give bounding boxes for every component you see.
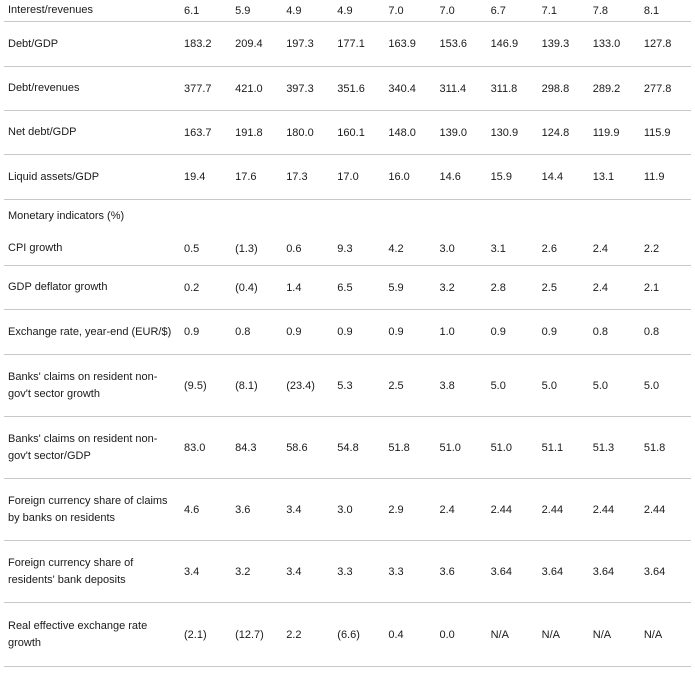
table-cell: 0.0 — [439, 628, 455, 641]
row-values — [180, 5, 691, 17]
table-cell: 191.8 — [235, 126, 263, 139]
table-cell: 3.4 — [286, 565, 302, 578]
table-cell: 14.4 — [541, 171, 564, 183]
row-label: Debt/revenues — [8, 82, 80, 94]
table-cell: 84.3 — [235, 441, 257, 454]
table-cell: 5.3 — [337, 379, 353, 392]
indicators-table — [4, 0, 691, 667]
table-cell: 163.7 — [184, 126, 212, 139]
table-cell: 0.9 — [541, 326, 557, 338]
table-cell: (6.6) — [337, 628, 360, 641]
table-cell: 4.6 — [184, 503, 200, 516]
table-cell: 119.9 — [592, 126, 620, 139]
section-header-row — [4, 200, 691, 232]
table-cell: 3.4 — [286, 503, 302, 516]
table-row — [4, 0, 691, 22]
table-cell: 7.8 — [592, 4, 609, 17]
table-cell: 377.7 — [184, 82, 212, 95]
table-cell: 51.0 — [439, 441, 461, 454]
table-cell: 4.2 — [388, 242, 404, 255]
table-cell: 180.0 — [286, 126, 314, 139]
table-cell: (1.3) — [235, 242, 258, 255]
table-cell: (0.4) — [235, 281, 258, 294]
row-label: GDP deflator growth — [8, 281, 108, 293]
table-cell: 163.9 — [388, 38, 416, 50]
table-cell: 5.0 — [490, 379, 506, 392]
table-cell: 51.3 — [592, 441, 615, 454]
row-values — [180, 38, 691, 50]
table-row — [4, 266, 691, 310]
table-cell: 51.8 — [643, 441, 666, 454]
table-cell: 421.0 — [235, 82, 263, 95]
table-cell: 0.9 — [388, 326, 404, 338]
table-cell: 3.64 — [643, 565, 666, 578]
table-cell: 2.4 — [439, 503, 455, 516]
row-values — [180, 380, 691, 392]
table-row — [4, 67, 691, 111]
table-row — [4, 603, 691, 667]
table-cell: 9.3 — [337, 242, 353, 255]
row-values — [180, 504, 691, 516]
table-row — [4, 22, 691, 67]
table-cell: 15.9 — [490, 171, 512, 183]
row-values — [180, 442, 691, 454]
table-cell: 3.64 — [541, 565, 564, 578]
table-cell: 14.6 — [439, 171, 461, 183]
table-cell: 2.4 — [592, 281, 609, 294]
table-cell: (23.4) — [286, 379, 315, 392]
table-cell: 5.0 — [592, 379, 609, 392]
table-cell: 0.8 — [643, 326, 660, 338]
table-cell: 0.5 — [184, 242, 200, 255]
row-values — [180, 127, 691, 139]
table-cell: 160.1 — [337, 126, 365, 139]
table-row — [4, 417, 691, 479]
table-cell: N/A — [541, 628, 560, 641]
table-cell: 6.7 — [490, 4, 506, 17]
table-cell: 2.5 — [541, 281, 557, 294]
row-label: Foreign currency share of residents' bank deposits — [8, 556, 134, 586]
table-cell: 183.2 — [184, 38, 212, 50]
table-cell: 139.3 — [541, 38, 570, 50]
row-label: Net debt/GDP — [8, 126, 77, 138]
table-cell: 51.1 — [541, 441, 564, 454]
table-cell: 2.1 — [643, 281, 660, 294]
row-label: Exchange rate, year-end (EUR/$) — [8, 325, 172, 338]
table-cell: 139.0 — [439, 126, 467, 139]
table-row — [4, 232, 691, 266]
table-cell: 4.9 — [286, 4, 302, 17]
table-cell: 3.6 — [439, 565, 455, 578]
table-cell: 1.0 — [439, 326, 455, 338]
table-cell: 54.8 — [337, 441, 359, 454]
table-cell: 19.4 — [184, 171, 206, 183]
table-cell: 3.2 — [439, 281, 455, 294]
table-cell: 2.44 — [592, 503, 615, 516]
table-cell: 7.0 — [439, 4, 455, 17]
table-cell: 7.0 — [388, 4, 404, 17]
table-cell: 5.0 — [541, 379, 557, 392]
table-cell: 115.9 — [643, 126, 671, 139]
table-cell: 0.6 — [286, 242, 302, 255]
row-values — [180, 629, 691, 641]
table-cell: 3.0 — [337, 503, 353, 516]
table-cell: N/A — [490, 628, 509, 641]
row-label: Debt/GDP — [8, 37, 59, 50]
table-cell: 3.6 — [235, 503, 251, 516]
table-cell: 289.2 — [592, 82, 621, 95]
row-label: Liquid assets/GDP — [8, 170, 100, 183]
row-label: Real effective exchange rate growth — [8, 619, 148, 649]
table-cell: 397.3 — [286, 82, 314, 95]
table-cell: N/A — [592, 628, 612, 641]
table-cell: 3.64 — [490, 565, 512, 578]
table-cell: 146.9 — [490, 38, 519, 50]
table-cell: 2.44 — [541, 503, 564, 516]
table-cell: 0.9 — [337, 326, 353, 338]
table-cell: 17.6 — [235, 171, 257, 183]
table-cell: 2.8 — [490, 281, 506, 294]
table-cell: (2.1) — [184, 628, 207, 641]
table-cell: 17.0 — [337, 171, 359, 183]
row-label: CPI growth — [8, 242, 63, 254]
table-cell: 130.9 — [490, 126, 519, 139]
table-cell: (8.1) — [235, 379, 258, 392]
table-row — [4, 541, 691, 603]
table-cell: 3.2 — [235, 565, 251, 578]
table-cell: 0.2 — [184, 281, 200, 294]
table-cell: 0.8 — [235, 326, 251, 338]
table-cell: 209.4 — [235, 38, 263, 50]
table-cell: 5.9 — [235, 4, 251, 17]
table-cell: (9.5) — [184, 379, 207, 392]
table-cell: 0.9 — [286, 326, 302, 338]
table-cell: 2.2 — [286, 628, 302, 641]
table-cell: 6.5 — [337, 281, 353, 294]
table-cell: 311.8 — [490, 82, 518, 95]
table-cell: 2.44 — [643, 503, 666, 516]
table-cell: 277.8 — [643, 82, 672, 95]
table-row — [4, 479, 691, 541]
row-values — [180, 566, 691, 578]
table-cell: 16.0 — [388, 171, 410, 183]
table-cell: 3.8 — [439, 379, 455, 392]
table-cell: 3.4 — [184, 565, 200, 578]
table-cell: 83.0 — [184, 441, 206, 454]
row-label: Banks' claims on resident non-gov't sector/GDP — [8, 432, 158, 462]
row-values — [180, 83, 691, 95]
row-values — [180, 243, 691, 255]
table-cell: 133.0 — [592, 38, 621, 50]
table-cell: 351.6 — [337, 82, 365, 95]
table-cell: 11.9 — [643, 171, 665, 183]
table-cell: 2.9 — [388, 503, 404, 516]
table-cell: 17.3 — [286, 171, 308, 183]
table-cell: 197.3 — [286, 38, 314, 50]
table-row — [4, 310, 691, 355]
table-cell: 3.0 — [439, 242, 455, 255]
table-cell: 340.4 — [388, 82, 416, 95]
table-cell: 0.8 — [592, 326, 609, 338]
table-cell: 4.9 — [337, 4, 353, 17]
table-cell: 5.9 — [388, 281, 404, 294]
row-values — [180, 326, 691, 338]
table-cell: 3.1 — [490, 242, 506, 255]
table-cell: 124.8 — [541, 126, 570, 139]
table-cell: 177.1 — [337, 38, 365, 50]
table-cell: 0.9 — [490, 326, 506, 338]
table-cell: 3.3 — [388, 565, 404, 578]
row-label: Banks' claims on resident non-gov't sector growth — [8, 370, 158, 400]
table-cell: (12.7) — [235, 628, 264, 641]
row-label: Foreign currency share of claims by banks on residents — [8, 494, 168, 524]
table-cell: 6.1 — [184, 4, 200, 17]
table-cell: 0.4 — [388, 628, 404, 641]
table-cell: N/A — [643, 628, 663, 641]
table-cell: 2.44 — [490, 503, 512, 516]
table-cell: 298.8 — [541, 82, 570, 95]
table-cell: 127.8 — [643, 38, 672, 50]
table-cell: 1.4 — [286, 281, 302, 294]
table-cell: 7.1 — [541, 4, 557, 17]
table-cell: 3.64 — [592, 565, 615, 578]
row-values — [180, 171, 691, 183]
row-label: Interest/revenues — [8, 4, 93, 16]
table-row — [4, 155, 691, 200]
row-values — [180, 282, 691, 294]
table-cell: 153.6 — [439, 38, 467, 50]
table-cell: 2.4 — [592, 242, 609, 255]
table-cell: 8.1 — [643, 4, 660, 17]
table-row — [4, 111, 691, 155]
table-row — [4, 355, 691, 417]
table-cell: 2.5 — [388, 379, 404, 392]
table-cell: 3.3 — [337, 565, 353, 578]
table-cell: 58.6 — [286, 441, 308, 454]
table-cell: 2.2 — [643, 242, 660, 255]
table-cell: 51.8 — [388, 441, 410, 454]
table-cell: 0.9 — [184, 326, 200, 338]
section-title: Monetary indicators (%) — [8, 209, 125, 222]
table-cell: 148.0 — [388, 126, 416, 139]
table-cell: 311.4 — [439, 82, 467, 95]
table-cell: 51.0 — [490, 441, 512, 454]
table-cell: 5.0 — [643, 379, 660, 392]
table-cell: 13.1 — [592, 171, 615, 183]
table-cell: 2.6 — [541, 242, 557, 255]
